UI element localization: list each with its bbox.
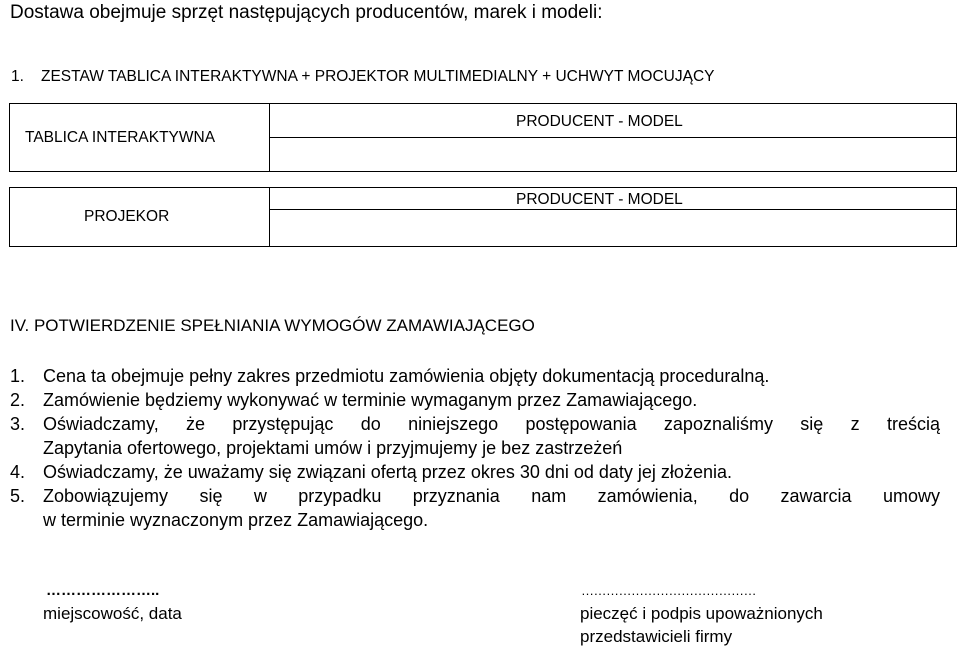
list-item-number: 4. xyxy=(10,462,26,482)
signature-dots: …………………………………… xyxy=(581,583,756,598)
list-item-number: 3. xyxy=(10,414,26,434)
set-title: ZESTAW TABLICA INTERAKTYWNA + PROJEKTOR MULTIMEDIALNY + UCHWYT MOCUJĄCY xyxy=(41,68,715,85)
list-item-text: Zamówienie będziemy wykonywać w terminie wymaganym przez Zamawiającego. xyxy=(43,390,698,410)
list-item-text: Oświadczamy, że przystępując do niniejszego postępowania zapoznaliśmy się z treścią xyxy=(43,414,940,434)
table-row-item-label: PROJEKOR xyxy=(84,208,170,225)
list-item-text: Cena ta obejmuje pełny zakres przedmiotu zamówienia objęty dokumentacją proceduralną. xyxy=(43,366,770,386)
list-item-number: 5. xyxy=(10,486,26,506)
list-item xyxy=(10,460,940,484)
table-row-divider xyxy=(269,209,957,210)
list-item-number: 2. xyxy=(10,390,26,410)
list-item xyxy=(10,364,940,388)
intro-text: Dostawa obejmuje sprzęt następujących producentów, marek i modeli: xyxy=(10,2,603,23)
table-row-field-label: PRODUCENT - MODEL xyxy=(516,113,683,130)
section-title: IV. POTWIERDZENIE SPEŁNIANIA WYMOGÓW ZAMAWIAJĄCEGO xyxy=(10,316,535,335)
set-heading xyxy=(11,67,715,87)
table-row-divider xyxy=(269,137,957,138)
table-row-field-label: PRODUCENT - MODEL xyxy=(516,191,683,208)
table-row-item-label: TABLICA INTERAKTYWNA xyxy=(25,129,216,146)
list-item xyxy=(10,484,940,532)
list-item-text: Zapytania ofertowego, projektami umów i przyjmujemy je bez zastrzeżeń xyxy=(43,438,623,458)
list-item xyxy=(10,412,940,460)
list-item xyxy=(10,388,940,412)
declarations-list xyxy=(10,364,940,532)
list-item-number: 1. xyxy=(10,366,26,386)
list-item-text: Oświadczamy, że uważamy się związani ofertą przez okres 30 dni od daty jej złożenia. xyxy=(43,462,732,482)
list-item-text: Zobowiązujemy się w przypadku przyznania nam zamówienia, do zawarcia umowy xyxy=(43,486,940,506)
signature-label: pieczęć i podpis upoważnionych xyxy=(580,604,823,623)
set-number: 1. xyxy=(11,68,24,85)
list-item-text: w terminie wyznaczonym przez Zamawiającego. xyxy=(43,510,429,530)
place-date-dots: ………………….. xyxy=(46,582,160,599)
place-date-label: miejscowość, data xyxy=(43,604,182,623)
signature-label: przedstawicieli firmy xyxy=(580,627,733,646)
